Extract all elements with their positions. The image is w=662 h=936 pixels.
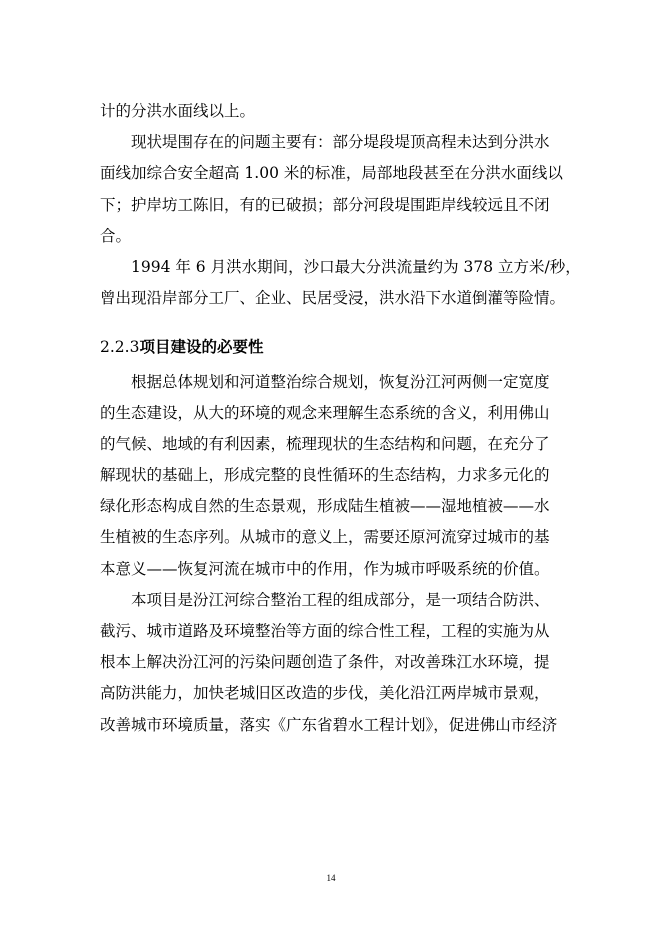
section-title: 项目建设的必要性 (139, 337, 264, 357)
paragraph-line: 高防洪能力，加快老城旧区改造的步伐，美化沿江两岸城市景观， (100, 684, 550, 703)
paragraph-line: 解现状的基础上，形成完整的良性循环的生态结构，力求多元化的 (100, 466, 550, 485)
section-spacer (100, 314, 560, 331)
paragraph-line: 根本上解决汾江河的污染问题创造了条件，对改善珠江水环境，提 (100, 653, 550, 672)
paragraph-line: 的生态建设，从大的环境的观念来理解生态系统的含义，利用佛山 (100, 403, 550, 422)
paragraph-line: 截污、城市道路及环境整治等方面的综合性工程，工程的实施为从 (100, 622, 550, 640)
paragraph-line: 改善城市环境质量，落实《广东省碧水工程计划》，促进佛山市经济 (100, 715, 558, 734)
paragraph-line: 生植被的生态序列。从城市的意义上，需要还原河流穿过城市的基 (100, 528, 550, 547)
paragraph-line: 的气候、地域的有利因素，梳理现状的生态结构和问题，在充分了 (100, 434, 550, 453)
paragraph-line: 本意义——恢复河流在城市中的作用，作为城市呼吸系统的价值。 (100, 559, 550, 578)
paragraph-line: 本项目是汾江河综合整治工程的组成部分，是一项结合防洪、 (131, 590, 550, 609)
paragraph-line: 面线加综合安全超高 1.00 米的标准，局部地段甚至在分洪水面线以 (100, 164, 563, 183)
page-number: 14 (326, 873, 336, 883)
paragraph-line: 1994 年 6 月洪水期间，沙口最大分洪流量约为 378 立方米/秒， (131, 257, 581, 276)
paragraph-line: 根据总体规划和河道整治综合规划，恢复汾江河两侧一定宽度 (131, 372, 550, 391)
section-number: 2.2.3 (100, 338, 140, 357)
paragraph-line: 曾出现沿岸部分工厂、企业、民居受浸，洪水沿下水道倒灌等险情。 (100, 289, 566, 308)
paragraph-line: 现状堤围存在的问题主要有：部分堤段堤顶高程未达到分洪水 (131, 133, 550, 152)
paragraph-line: 下；护岸坊工陈旧，有的已破损；部分河段堤围距岸线较远且不闭 (100, 195, 550, 214)
paragraph-line: 合。 (100, 226, 132, 245)
section-heading (100, 331, 560, 362)
paragraph-line: 计的分洪水面线以上。 (100, 102, 256, 120)
paragraph-line: 绿化形态构成自然的生态景观，形成陆生植被——湿地植被——水 (100, 497, 550, 516)
document-body (100, 96, 581, 741)
